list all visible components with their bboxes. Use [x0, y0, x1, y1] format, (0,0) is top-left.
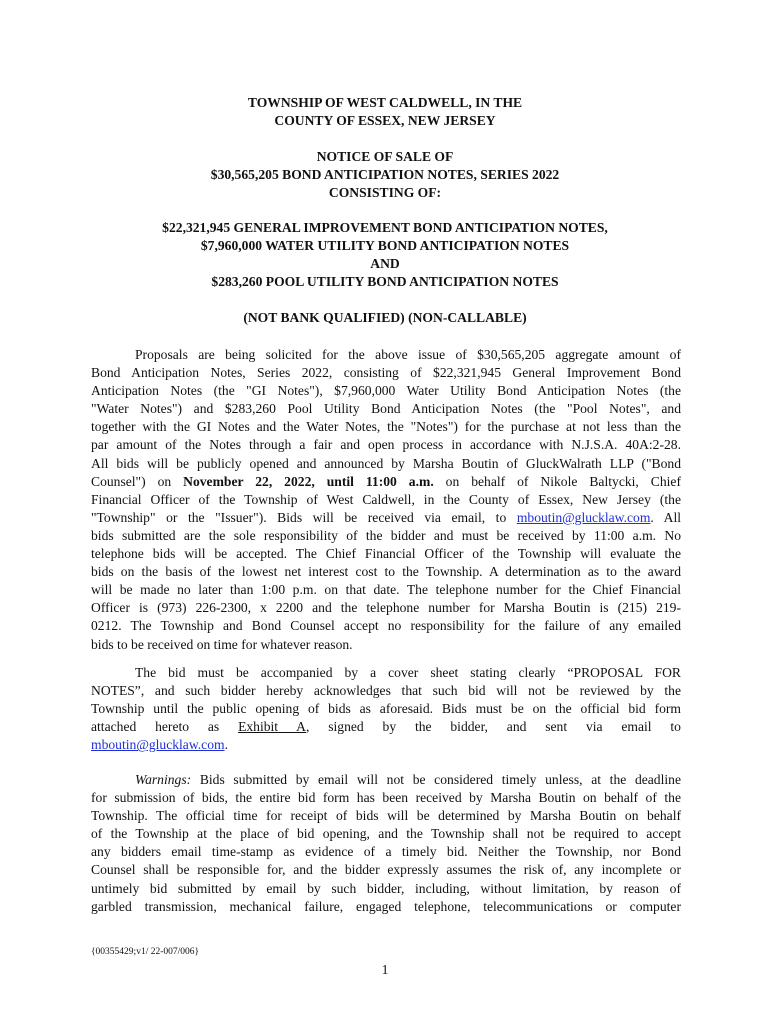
page-number: 1: [381, 962, 389, 977]
title-block: [90, 94, 680, 130]
p1-line: bids to be received on time for whatever reason.: [91, 636, 353, 652]
p3-line: untimely bid submitted by email by such bidder, including, without limitation, by reason of: [91, 880, 681, 896]
components-line-2: $7,960,000 WATER UTILITY BOND ANTICIPATION NOTES: [200, 238, 570, 253]
qualifier-text: (NOT BANK QUALIFIED) (NON-CALLABLE): [243, 310, 527, 325]
exhibit-a-reference: Exhibit A: [238, 719, 306, 735]
p3-line: for submission of bids, the entire bid form has been received by Marsha Boutin on behalf of the: [91, 790, 681, 806]
title-line-2: COUNTY OF ESSEX, NEW JERSEY: [274, 113, 496, 128]
components-block: [90, 219, 680, 291]
notice-line-2: $30,565,205 BOND ANTICIPATION NOTES, SERIES 2022: [210, 167, 560, 182]
p1-line: 0212. The Township and Bond Counsel accept no responsibility for the failure of any emailed: [91, 618, 681, 634]
notice-block: [90, 148, 680, 202]
p1-line: bids submitted are the sole responsibility of the bidder and must be received by 11:00 a.m. No: [91, 527, 681, 543]
deadline-text: November 22, 2022, until 11:00 a.m.: [183, 473, 434, 489]
document-id: {00355429;v1/ 22-007/006}: [91, 947, 200, 957]
p1-line: All bids will be publicly opened and announced by Marsha Boutin of GluckWalrath LLP ("Bond: [91, 455, 681, 471]
p3-line: Warnings: Bids submitted by email will not be considered timely unless, at the deadline: [135, 772, 681, 787]
components-line-3: AND: [370, 256, 400, 271]
paragraph-warnings: [91, 771, 681, 916]
p2-line: attached hereto as Exhibit A, signed by the bidder, and sent via email to: [91, 719, 681, 735]
components-line-1: $22,321,945 GENERAL IMPROVEMENT BOND ANTICIPATION NOTES,: [162, 220, 608, 235]
email-link[interactable]: mboutin@glucklaw.com: [516, 509, 651, 525]
qualifier-heading: [90, 309, 680, 327]
p1-line: "Water Notes") and $283,260 Pool Utility Bond Anticipation Notes (the "Pool Notes", and: [91, 401, 681, 417]
p2-line: The bid must be accompanied by a cover sheet stating clearly “PROPOSAL FOR: [135, 665, 681, 680]
email-link[interactable]: mboutin@glucklaw.com: [91, 737, 225, 753]
p3-line: any bidders email time-stamp as evidence of a timely bid. Neither the Township, nor Bond: [91, 844, 681, 860]
p1-line: Financial Officer of the Township of West Caldwell, in the County of Essex, New Jersey (the: [91, 491, 681, 507]
p2-line: NOTES”, and such bidder hereby acknowledges that such bid will not be reviewed by the: [91, 683, 681, 699]
p1-line: Proposals are being solicited for the above issue of $30,565,205 aggregate amount of: [135, 347, 681, 362]
p1-line: Officer is (973) 226-2300, x 2200 and the telephone number for Marsha Boutin is (215) 219-: [91, 600, 681, 616]
paragraph-cover-sheet: [91, 664, 681, 754]
title-line-1: TOWNSHIP OF WEST CALDWELL, IN THE: [247, 95, 523, 110]
p1-line: "Township" or the "Issuer"). Bids will be received via email, to mboutin@glucklaw.com. All: [91, 509, 682, 525]
p1-line: Bond Anticipation Notes, Series 2022, consisting of $22,321,945 General Improvement Bond: [91, 365, 681, 381]
warnings-label: Warnings:: [135, 772, 192, 787]
p1-line: par amount of the Notes through a fair and open process in accordance with N.J.S.A. 40A:2-28.: [91, 437, 681, 453]
p1-line: together with the GI Notes and the Water Notes, the "Notes") for the purchase at not less than the: [91, 419, 681, 435]
p1-line: telephone bids will be accepted. The Chief Financial Officer of the Township will evaluate the: [91, 546, 681, 562]
p2-line: mboutin@glucklaw.com.: [91, 737, 228, 753]
components-line-4: $283,260 POOL UTILITY BOND ANTICIPATION NOTES: [211, 274, 559, 289]
p2-line: Township until the public opening of bids as aforesaid. Bids must be on the official bid form: [91, 701, 681, 717]
notice-line-1: NOTICE OF SALE OF: [316, 149, 454, 164]
p1-line: bids on the basis of the lowest net interest cost to the Township. A determination as to the award: [91, 564, 681, 580]
notice-line-3: CONSISTING OF:: [328, 185, 442, 200]
paragraph-proposals: [91, 346, 681, 654]
p3-line: Counsel shall be responsible for, and the bidder expressly assumes the risk of, any incomplete or: [91, 862, 681, 878]
p1-line: Counsel") on November 22, 2022, until 11:00 a.m. on behalf of Nikole Baltycki, Chief: [91, 473, 681, 489]
p1-line: will be made no later than 1:00 p.m. on that date. The telephone number for the Chief Financial: [91, 582, 681, 598]
p3-line: of the Township at the place of bid opening, and the Township shall not be required to accept: [91, 826, 681, 842]
p3-line: Township. The official time for receipt of bids will be determined by Marsha Boutin on behalf: [91, 808, 681, 824]
p1-line: Anticipation Notes (the "GI Notes"), $7,960,000 Water Utility Bond Anticipation Notes (the: [91, 383, 681, 399]
p3-line: garbled transmission, mechanical failure, engaged telephone, telecommunications or computer: [91, 898, 681, 914]
